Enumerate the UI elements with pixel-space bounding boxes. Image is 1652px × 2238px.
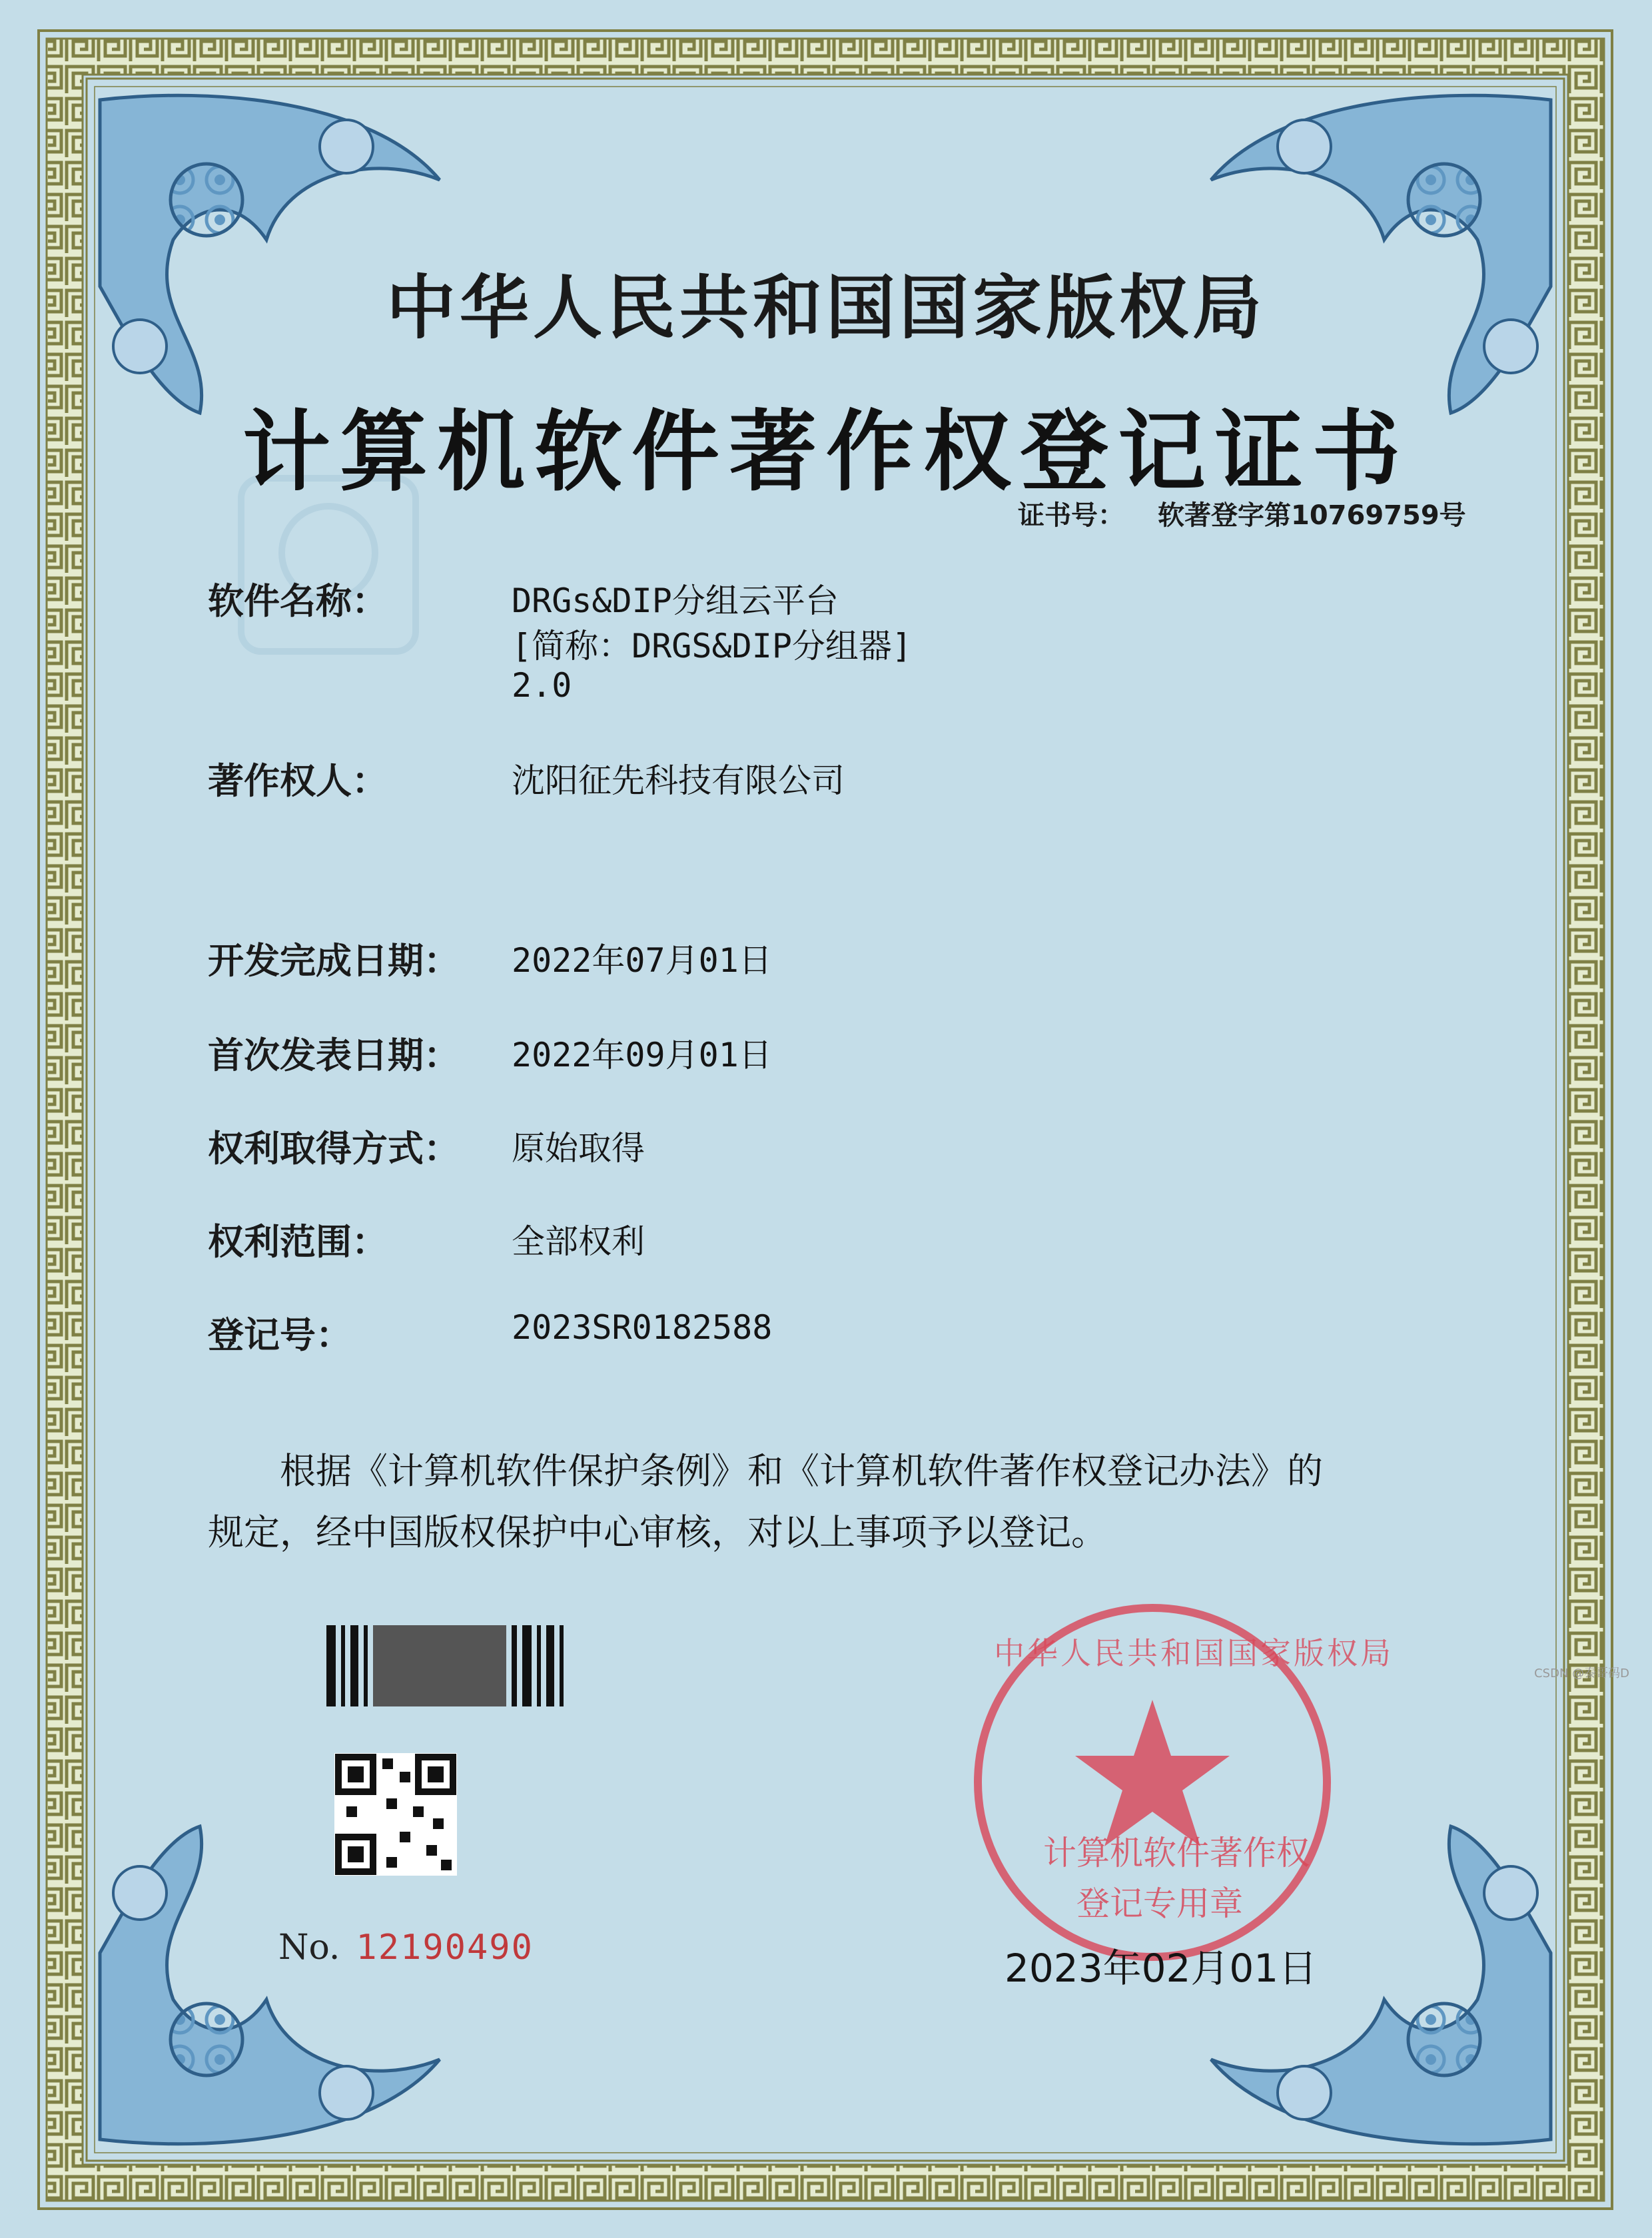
certificate-title: 计算机软件著作权登记证书 [242,400,1410,504]
seal-inner-line-1: 计算机软件著作权 [1043,1834,1310,1872]
field-label-dev-completion-date: 开发完成日期： [208,940,460,982]
field-value-dev-completion-date: 2022年07月01日 [512,941,772,980]
qr-code [334,1753,457,1876]
field-label-rights-acquisition: 权利取得方式： [208,1128,460,1170]
field-label-copyright-owner: 著作权人： [208,760,388,802]
seal-outer-text: 中华人民共和国国家版权局 [994,1635,1394,1671]
field-value-rights-scope: 全部权利 [512,1222,645,1261]
certificate-number-value: 软著登字第10769759号 [1158,500,1466,531]
certificate-number [1018,494,1466,532]
field-label-rights-scope: 权利范围： [208,1221,388,1263]
source-watermark: CSDN @泰哥码D [1534,1667,1629,1680]
seal-inner-line-2: 登记专用章 [1076,1884,1243,1923]
field-label-registration-number: 登记号： [208,1314,352,1356]
field-value-copyright-owner: 沈阳征先科技有限公司 [512,761,845,800]
field-value-software-name: DRGs&DIP分组云平台 [512,581,839,620]
field-value-software-short-name: [简称：DRGS&DIP分组器] [512,627,913,665]
field-label-first-publish-date: 首次发表日期： [208,1034,460,1076]
field-value-rights-acquisition: 原始取得 [512,1129,645,1168]
statement-line-1: 根据《计算机软件保护条例》和《计算机软件著作权登记办法》的 [280,1450,1323,1492]
certificate-number-label: 证书号： [1018,500,1124,531]
issuer-name: 中华人民共和国国家版权局 [386,267,1266,348]
field-value-software-version: 2.0 [512,666,572,705]
field-value-first-publish-date: 2022年09月01日 [512,1036,772,1074]
barcode [326,1625,564,1706]
statement-line-2: 规定，经中国版权保护中心审核，对以上事项予以登记。 [208,1511,1107,1553]
issue-date: 2023年02月01日 [1005,1946,1318,1991]
field-label-software-name: 软件名称： [208,580,388,622]
serial-number [278,1928,534,1968]
field-value-registration-number: 2023SR0182588 [512,1308,773,1347]
serial-number-value: 12190490 [356,1928,534,1968]
serial-prefix: No. [278,1928,340,1968]
